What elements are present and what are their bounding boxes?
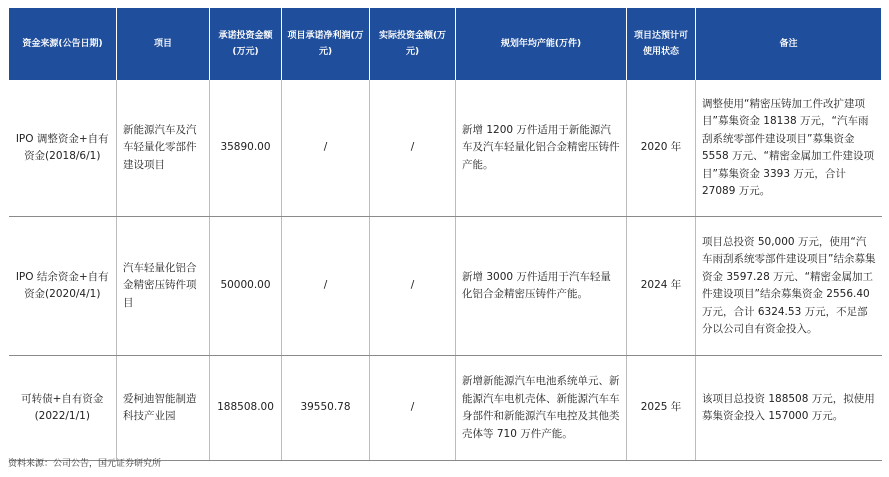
cell-ready: 2025 年 (627, 356, 696, 461)
cell-profit: 39550.78 (282, 356, 370, 461)
header-funding-source: 资金来源(公告日期) (9, 8, 117, 80)
table-row (9, 217, 882, 356)
header-actual-investment: 实际投资金额(万元) (370, 8, 456, 80)
cell-committed: 50000.00 (210, 217, 282, 356)
cell-ready: 2024 年 (627, 217, 696, 356)
header-committed-profit: 项目承诺净利润(万元) (282, 8, 370, 80)
table-row (9, 356, 882, 461)
header-notes: 备注 (696, 8, 882, 80)
header-ready-date: 项目达预计可使用状态 (627, 8, 696, 80)
table-row (9, 80, 882, 217)
investment-table-container (8, 8, 881, 461)
cell-project: 爱柯迪智能制造科技产业园 (117, 356, 210, 461)
cell-committed: 35890.00 (210, 80, 282, 217)
cell-capacity: 新增新能源汽车电池系统单元、新能源汽车电机壳体、新能源汽车车身部件和新能源汽车电控及其他类壳体等 710 万件产能。 (456, 356, 627, 461)
cell-capacity: 新增 3000 万件适用于汽车轻量化铝合金精密压铸件产能。 (456, 217, 627, 356)
cell-note: 调整使用“精密压铸加工件改扩建项目”募集资金 18138 万元，“汽车雨刮系统零部件建设项目”募集资金 5558 万元、“精密金属加工件建设项目”募集资金 3393 万元，合计 27089 万元。 (696, 80, 882, 217)
cell-profit: / (282, 217, 370, 356)
cell-project: 汽车轻量化铝合金精密压铸件项目 (117, 217, 210, 356)
cell-note: 该项目总投资 188508 万元，拟使用募集资金投入 157000 万元。 (696, 356, 882, 461)
cell-capacity: 新增 1200 万件适用于新能源汽车及汽车轻量化铝合金精密压铸件产能。 (456, 80, 627, 217)
cell-source: IPO 调整资金+自有资金(2018/6/1) (9, 80, 117, 217)
cell-committed: 188508.00 (210, 356, 282, 461)
header-planned-capacity: 规划年均产能(万件) (456, 8, 627, 80)
cell-actual: / (370, 80, 456, 217)
cell-note: 项目总投资 50,000 万元，使用“汽车雨刮系统零部件建设项目”结余募集资金 3597.28 万元、“精密金属加工件建设项目”结余募集资金 2556.40 万元，合计 6324.53 万元，不足部分以公司自有资金投入。 (696, 217, 882, 356)
header-project: 项目 (117, 8, 210, 80)
cell-project: 新能源汽车及汽车轻量化零部件建设项目 (117, 80, 210, 217)
source-footnote: 资料来源：公司公告，国元证券研究所 (8, 459, 162, 469)
cell-actual: / (370, 217, 456, 356)
cell-actual: / (370, 356, 456, 461)
table-header-row (9, 8, 882, 80)
fundraising-projects-table (8, 8, 882, 461)
header-committed-investment: 承诺投资金额(万元) (210, 8, 282, 80)
cell-profit: / (282, 80, 370, 217)
cell-ready: 2020 年 (627, 80, 696, 217)
cell-source: 可转债+自有资金(2022/1/1) (9, 356, 117, 461)
cell-source: IPO 结余资金+自有资金(2020/4/1) (9, 217, 117, 356)
